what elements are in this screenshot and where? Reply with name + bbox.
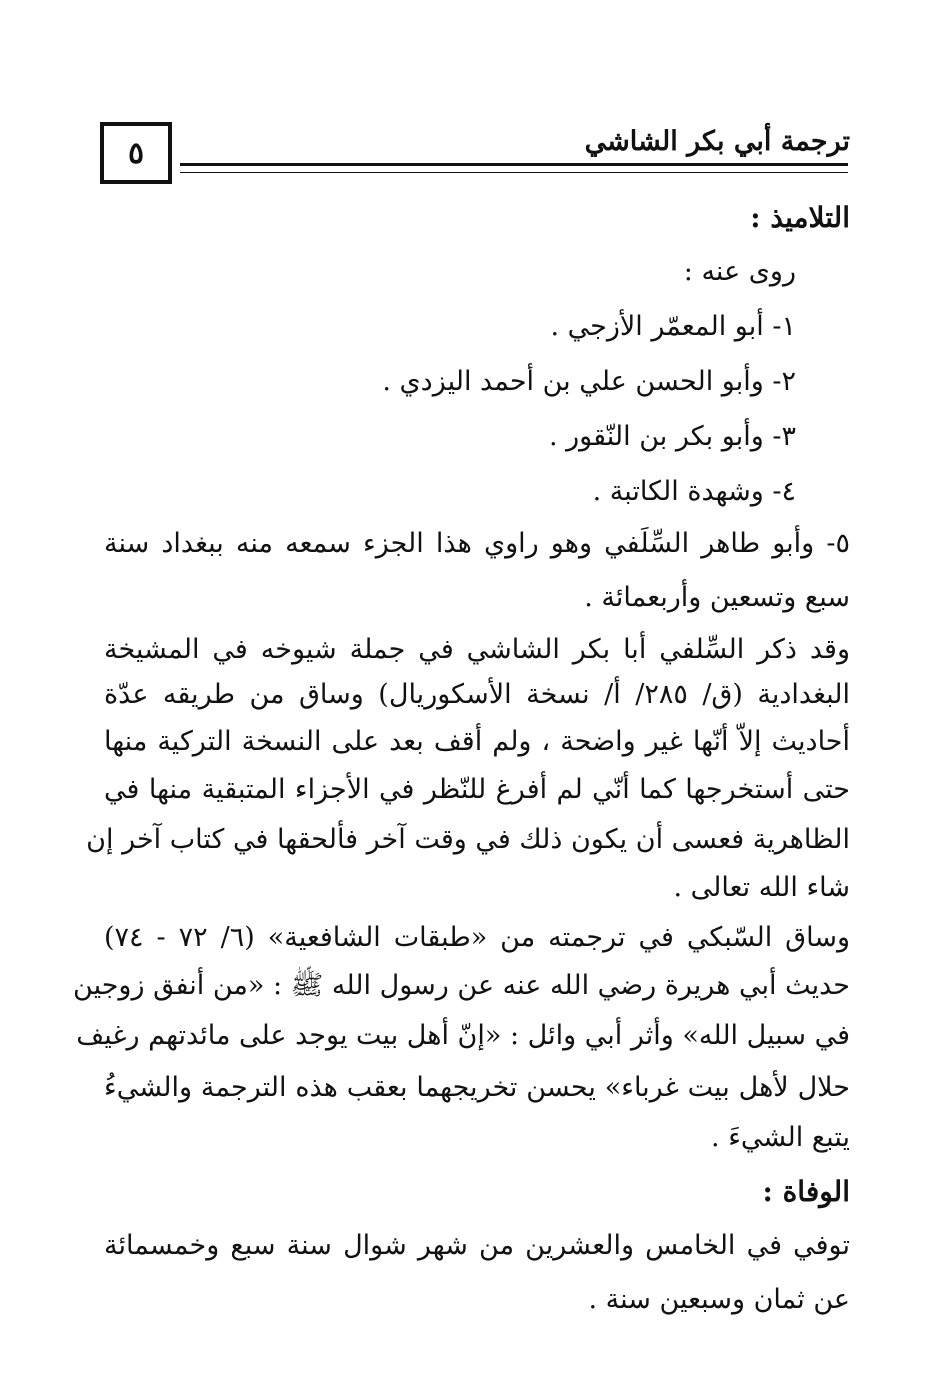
para2-line-1: وساق السّبكي في ترجمته من «طبقات الشافعية» (٦/ ٧٢ - ٧٤) <box>104 922 850 953</box>
death-line-1: توفي في الخامس والعشرين من شهر شوال سنة سبع وخمسمائة <box>104 1230 850 1261</box>
student-item-3: ٣- وأبو بكر بن النّقور . <box>548 421 796 452</box>
death-heading: الوفاة : <box>762 1175 850 1208</box>
para1-line-3: أحاديث إلاّ أنّها غير واضحة ، ولم أقف بعد على النسخة التركية منها <box>104 726 850 757</box>
para2-line-2: حديث أبي هريرة رضي الله عنه عن رسول الله ﷺ : «من أنفق زوجين <box>73 970 850 1001</box>
student-item-2: ٢- وأبو الحسن علي بن أحمد اليزدي . <box>382 366 796 397</box>
running-title: ترجمة أبي بكر الشاشي <box>584 126 850 157</box>
para1-line-6: شاء الله تعالى . <box>673 872 850 903</box>
students-heading: التلاميذ : <box>750 201 850 234</box>
narrated-label: روى عنه : <box>683 256 796 287</box>
para1-line-4: حتى أستخرجها كما أنّي لم أفرغ للنّظر في الأجزاء المتبقية منها في <box>104 774 850 805</box>
para1-line-2: البغدادية (ق/ ٢٨٥/ أ/ نسخة الأسكوريال) وساق من طريقه عدّة <box>104 679 850 710</box>
student-item-5-cont: سبع وتسعين وأربعمائة . <box>584 582 850 613</box>
death-line-2: عن ثمان وسبعين سنة . <box>588 1284 850 1315</box>
header-rule <box>180 163 848 173</box>
para1-line-1: وقد ذكر السِّلفي أبا بكر الشاشي في جملة شيوخه في المشيخة <box>104 634 850 665</box>
para1-line-5: الظاهرية فعسى أن يكون ذلك في وقت آخر فألحقها في كتاب آخر إن <box>86 824 850 855</box>
student-item-4: ٤- وشهدة الكاتبة . <box>592 476 796 507</box>
student-item-5: ٥- وأبو طاهر السِّلَفي وهو راوي هذا الجزء سمعه منه ببغداد سنة <box>104 528 850 559</box>
para2-line-5: يتبع الشيءَ . <box>711 1122 850 1153</box>
page-number <box>100 122 172 184</box>
para2-line-4: حلال لأهل بيت غرباء» يحسن تخريجهما بعقب هذه الترجمة والشيءُ <box>104 1072 850 1103</box>
student-item-1: ١- أبو المعمّر الأزجي . <box>550 311 796 342</box>
page-number-text: ٥ <box>127 135 145 171</box>
para2-line-3: في سبيل الله» وأثر أبي وائل : «إنّ أهل بيت يوجد على مائدتهم رغيف <box>76 1020 850 1051</box>
